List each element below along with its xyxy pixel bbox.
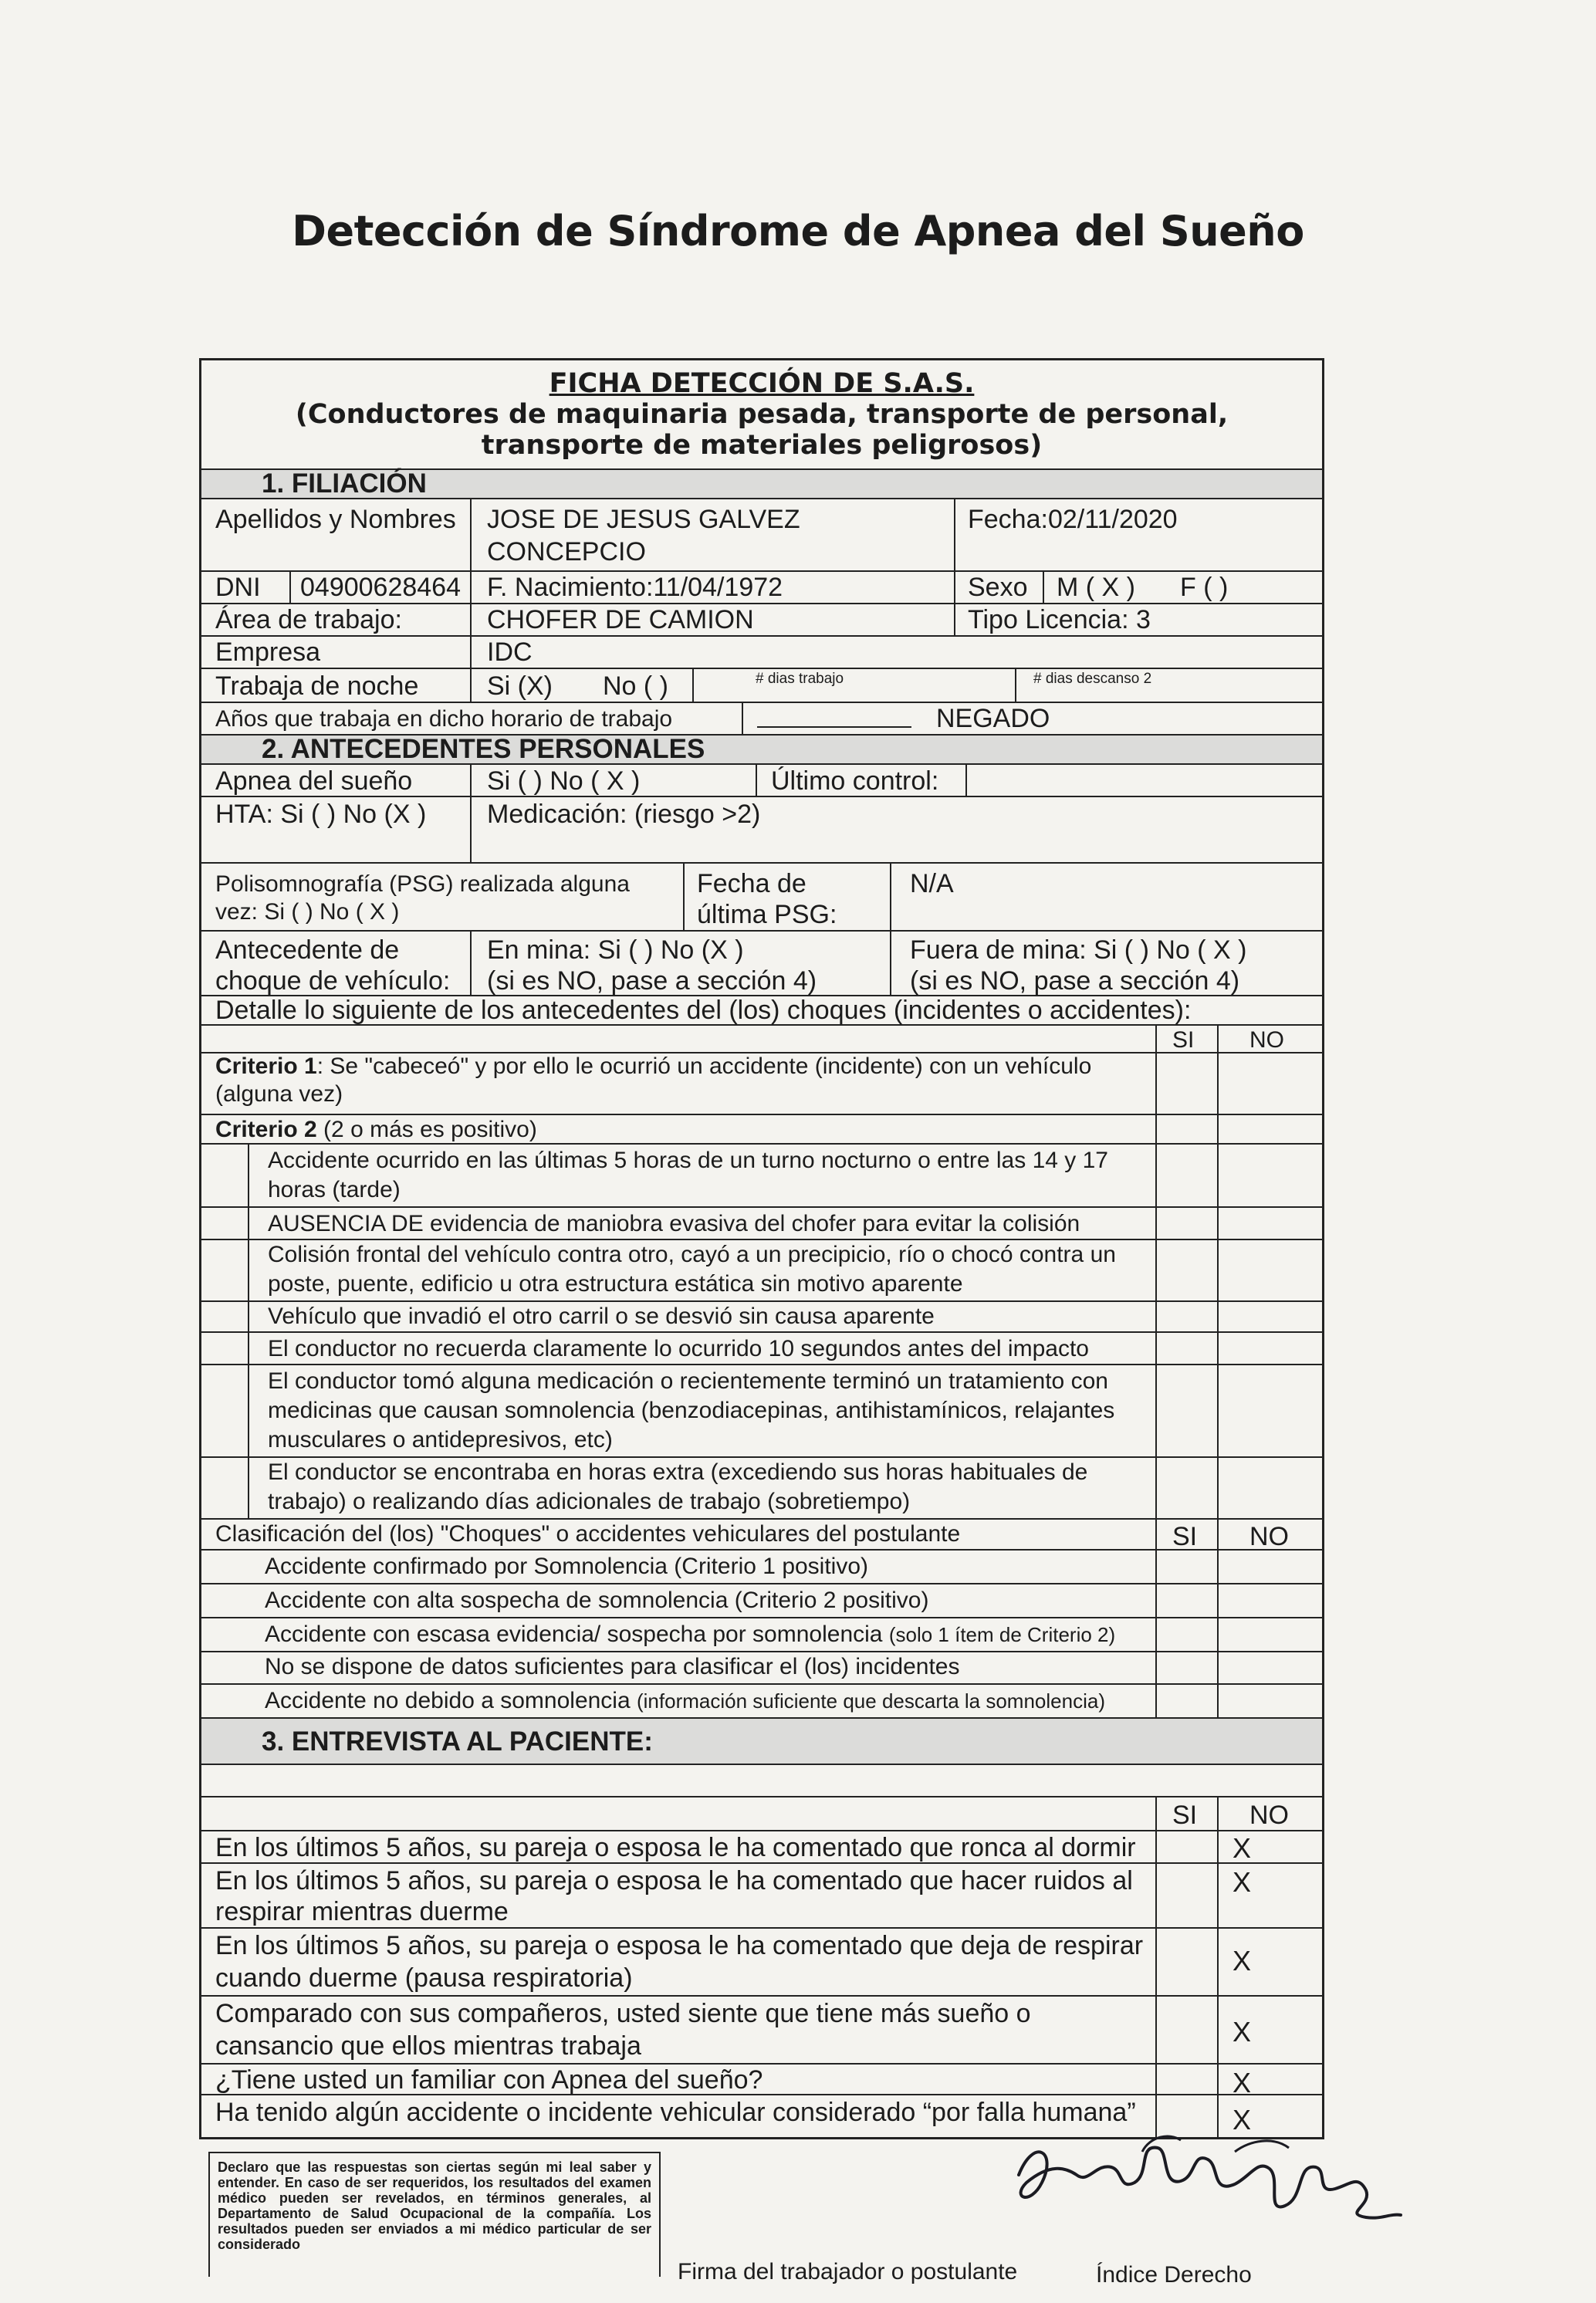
company-row [201,637,1322,669]
interview-col-si: SI [1172,1801,1198,1830]
crash-history-row [201,932,1322,996]
criterion2-item-1 [201,1145,1322,1208]
class-item3-main: Accidente con escasa evidencia/ sospecha por somnolencia [265,1622,889,1647]
criterion2-row [201,1115,1322,1145]
item1-line2: horas (tarde) [268,1177,401,1202]
item1-line1: Accidente ocurrido en las últimas 5 horas de un turno nocturno o entre las 14 y 17 [268,1148,1108,1173]
item4-line1: Vehículo que invadió el otro carril o se desvió sin causa aparente [268,1304,935,1329]
class-item-4 [201,1652,1322,1685]
question-row-5 [201,2065,1322,2098]
class-item2-main: Accidente con alta sospecha de somnolencia (Criterio 2 positivo) [265,1588,929,1613]
question6-text: Ha tenido algún accidente o incidente vehicular considerado “por falla humana” [215,2098,1136,2127]
company-label: Empresa [215,637,321,667]
question-row-2 [201,1864,1322,1929]
out-mine-options[interactable]: Fuera de mina: Si ( ) No ( X ) [910,935,1247,965]
section3-header [201,1719,1322,1765]
rest-days-value: 2 [1143,671,1152,687]
area-value[interactable]: CHOFER DE CAMION [487,605,754,634]
form-title: FICHA DETECCIÓN DE S.A.S. [549,368,975,399]
declaration-box [208,2152,661,2277]
psg-label-line1: Polisomnografía (PSG) realizada alguna [215,871,630,897]
birth-field[interactable] [487,572,783,603]
dni-label: DNI [215,573,261,602]
license-value: 3 [1135,605,1151,634]
class-item4-main: No se dispone de datos suficientes para clasificar el (los) incidentes [265,1654,960,1679]
class-item2-text [265,1588,928,1614]
sas-form [199,358,1324,2139]
sex-label: Sexo [968,573,1028,602]
birth-label: F. Nacimiento: [487,573,654,602]
class-item3-text [265,1622,1115,1648]
date-label: Fecha: [968,505,1048,534]
question5-text: ¿Tiene usted un familiar con Apnea del sueño? [215,2065,763,2095]
names-line2[interactable]: CONCEPCIO [487,537,646,566]
criterion1-bold: Criterio 1 [215,1053,317,1079]
interview-table-header [201,1797,1322,1831]
names-row [201,499,1322,572]
criterion2-bold: Criterio 2 [215,1117,317,1142]
class-item-5 [201,1685,1322,1719]
signature-image [1003,2121,1405,2244]
criterion1-text: : Se "cabeceó" y por ello le ocurrió un accidente (incidente) con un vehículo [316,1053,1092,1079]
criterion2-item-6 [201,1365,1322,1458]
class-item4-text [265,1654,959,1680]
declaration-text: Declaro que las respuestas son ciertas según mi leal saber y entender. En caso de ser requeridos, los resultados del examen médico pueden ser revelados, en términos generales, al Departamento de Salud Ocupacional de la compañía. Los resultados pueden ser enviados a mi médico particular de ser considerado [218,2159,651,2252]
criterion1-row [201,1053,1322,1115]
rest-days-label: # dias descanso [1033,671,1140,687]
section3-title: 3. ENTREVISTA AL PACIENTE: [262,1726,653,1757]
item6-line2: medicinas que causan somnolencia (benzodiacepinas, antihistamínicos, relajantes [268,1398,1115,1423]
years-label: Años que trabaja en dicho horario de trabajo [215,706,673,732]
sex-male-option[interactable]: M ( X ) [1057,573,1135,602]
question-row-4 [201,1997,1322,2065]
col-si-header: SI [1172,1027,1195,1053]
company-value[interactable]: IDC [487,637,533,667]
question4-line2: cansancio que ellos mientras trabaja [215,2031,641,2061]
item3-line1: Colisión frontal del vehículo contra otro, cayó a un precipicio, río o chocó contra un [268,1242,1116,1267]
hta-options[interactable]: HTA: Si ( ) No (X ) [215,800,427,829]
psg-options[interactable]: vez: Si ( ) No ( X ) [215,899,400,925]
section2-title: 2. ANTECEDENTES PERSONALES [262,734,705,764]
dni-value[interactable]: 04900628464 [300,573,462,602]
date-value: 02/11/2020 [1047,505,1178,534]
question4-line1: Comparado con sus compañeros, usted siente que tiene más sueño o [215,1999,1031,2028]
criterion1-line1 [215,1053,1091,1080]
psg-date-value[interactable]: N/A [910,869,954,898]
question4-no-mark[interactable]: X [1233,2016,1252,2048]
section1-title: 1. FILIACIÓN [262,468,427,499]
question2-line2: respirar mientras duerme [215,1897,509,1926]
class-item5-text [265,1688,1105,1714]
interview-col-no: NO [1249,1801,1289,1830]
class-item1-text [265,1554,868,1580]
question2-line1: En los últimos 5 años, su pareja o esposa le ha comentado que hacer ruidos al [215,1866,1133,1895]
class-col-no: NO [1249,1522,1289,1551]
names-line1[interactable]: JOSE DE JESUS GALVEZ [487,505,800,534]
section2-header [201,736,1322,765]
night-no-option[interactable]: No ( ) [603,671,668,701]
criterion2-item-5 [201,1333,1322,1365]
license-label: Tipo Licencia: [968,605,1129,634]
night-label: Trabaja de noche [215,671,419,701]
criterion2-item-4 [201,1302,1322,1333]
night-work-row [201,669,1322,703]
class-item3-small: (solo 1 ítem de Criterio 2) [888,1623,1116,1646]
psg-date-label-line1: Fecha de [697,869,806,898]
psg-date-label-line2: última PSG: [697,900,837,929]
medication-label: Medicación: (riesgo >2) [487,800,761,829]
date-field[interactable] [968,504,1178,535]
question-row-3 [201,1929,1322,1997]
criterion2-item-7 [201,1458,1322,1520]
years-value[interactable]: NEGADO [936,704,1050,733]
crash-label-line2: choque de vehículo: [215,966,451,996]
item6-line1: El conductor tomó alguna medicación o recientemente terminó un tratamiento con [268,1368,1108,1394]
criterion2-item-3 [201,1240,1322,1302]
question3-line1: En los últimos 5 años, su pareja o esposa le ha comentado que deja de respirar [215,1931,1144,1960]
class-item1-main: Accidente confirmado por Somnolencia (Criterio 1 positivo) [265,1554,869,1579]
license-field[interactable] [968,604,1151,635]
hta-row [201,797,1322,864]
class-item-2 [201,1584,1322,1618]
question6-no-mark[interactable]: X [1233,2104,1252,2136]
years-row [201,703,1322,736]
in-mine-options[interactable]: En mina: Si ( ) No (X ) [487,935,744,965]
out-mine-note: (si es NO, pase a sección 4) [910,966,1240,996]
names-label: Apellidos y Nombres [215,505,456,534]
last-control-label: Último control: [771,766,939,796]
class-item-3 [201,1618,1322,1652]
criterion1-line2: (alguna vez) [215,1081,343,1107]
question3-line2: cuando duerme (pausa respiratoria) [215,1963,633,1993]
question5-no-mark[interactable]: X [1233,2067,1252,2098]
interview-blank-row [201,1765,1322,1797]
classification-header-row [201,1520,1322,1551]
thumb-label: Índice Derecho [1096,2262,1252,2288]
question1-text: En los últimos 5 años, su pareja o esposa le ha comentado que ronca al dormir [215,1833,1136,1862]
class-item5-main: Accidente no debido a somnolencia [265,1688,637,1713]
psg-row [201,864,1322,932]
rest-days-field[interactable] [1033,671,1151,688]
in-mine-note: (si es NO, pase a sección 4) [487,966,817,996]
form-header [201,360,1322,470]
item5-line1: El conductor no recuerda claramente lo ocurrido 10 segundos antes del impacto [268,1336,1089,1361]
years-blank-line [757,726,911,728]
crash-table-header [201,1026,1322,1053]
area-row [201,604,1322,637]
classification-label: Clasificación del (los) "Choques" o accidentes vehiculares del postulante [215,1521,961,1547]
class-item5-small: (información suficiente que descarta la somnolencia) [637,1689,1105,1713]
night-yes-option[interactable]: Si (X) [487,671,553,701]
question1-no-mark[interactable]: X [1233,1832,1252,1864]
form-subtitle-line2: transporte de materiales peligrosos) [481,430,1043,461]
item3-line2: poste, puente, edificio u otra estructura estática sin motivo aparente [268,1271,963,1297]
criterion2-item-2 [201,1208,1322,1240]
work-days-label: # dias trabajo [756,671,844,687]
class-item-1 [201,1551,1322,1584]
crash-label-line1: Antecedente de [215,935,400,965]
section1-header [201,470,1322,499]
item2-line1: AUSENCIA DE evidencia de maniobra evasiva del chofer para evitar la colisión [268,1211,1080,1236]
detail-row [201,996,1322,1026]
item6-line3: musculares o antidepresivos, etc) [268,1427,613,1452]
birth-value: 11/04/1972 [653,573,783,602]
question-row-1 [201,1831,1322,1864]
signature-label: Firma del trabajador o postulante [678,2259,1018,2284]
page-title: Detección de Síndrome de Apnea del Sueño [292,207,1304,255]
sex-female-option[interactable]: F ( ) [1180,573,1229,602]
apnea-row [201,765,1322,797]
col-no-header: NO [1249,1027,1284,1053]
question3-no-mark[interactable]: X [1233,1945,1252,1977]
apnea-options[interactable]: Si ( ) No ( X ) [487,766,641,796]
class-col-si: SI [1172,1522,1198,1551]
form-subtitle-line1: (Conductores de maquinaria pesada, transporte de personal, [295,399,1229,430]
item7-line1: El conductor se encontraba en horas extra (excediendo sus horas habituales de [268,1459,1088,1485]
item7-line2: trabajo) o realizando días adicionales de trabajo (sobretiempo) [268,1489,911,1514]
area-label: Área de trabajo: [215,605,402,634]
question2-no-mark[interactable]: X [1233,1866,1252,1898]
apnea-label: Apnea del sueño [215,766,413,796]
dni-row [201,572,1322,604]
criterion2-text: (2 o más es positivo) [316,1117,537,1142]
criterion2-line [215,1117,537,1143]
detail-label: Detalle lo siguiente de los antecedentes del (los) choques (incidentes o accidentes): [215,996,1192,1025]
